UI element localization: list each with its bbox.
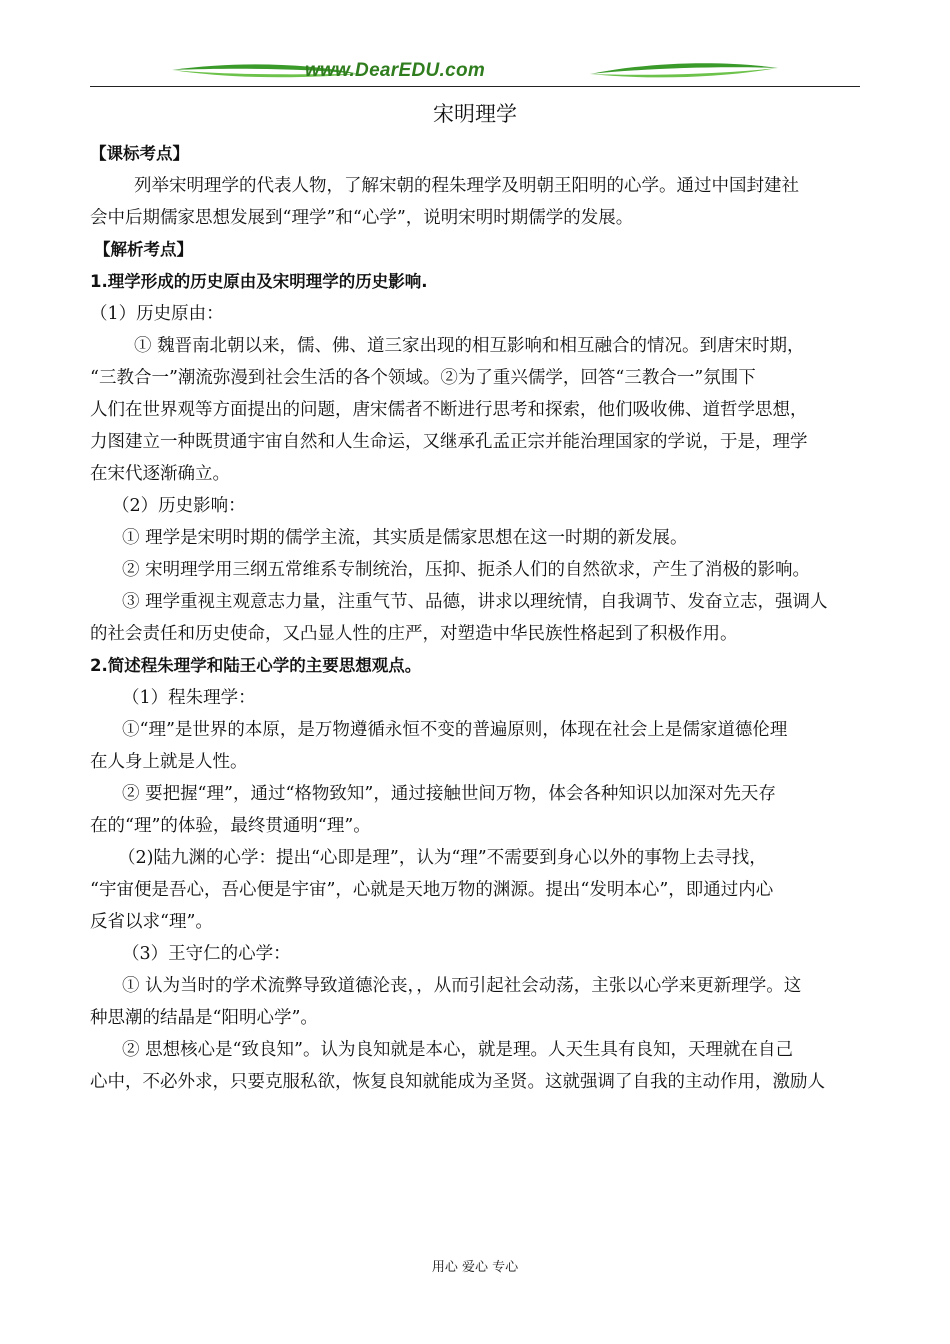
text-line: 列举宋明理学的代表人物，了解宋朝的程朱理学及明朝王阳明的心学。通过中国封建社 xyxy=(134,176,799,196)
text-line: 的社会责任和历史使命，又凸显人性的庄严，对塑造中华民族性格起到了积极作用。 xyxy=(90,624,738,644)
text-line: 在宋代逐渐确立。 xyxy=(90,464,230,484)
section-heading: 【解析考点】 xyxy=(94,240,193,259)
page-header xyxy=(90,58,860,92)
document-body xyxy=(90,138,860,1098)
text-line: ① 理学是宋明时期的儒学主流，其实质是儒家思想在这一时期的新发展。 xyxy=(122,528,688,548)
section-heading: 1.理学形成的历史原由及宋明理学的历史影响. xyxy=(90,272,428,291)
section-heading: 【课标考点】 xyxy=(90,144,189,163)
text-line: （2）历史影响： xyxy=(112,496,246,516)
text-line: ② 要把握“理”，通过“格物致知”，通过接触世间万物，体会各种知识以加深对先天存 xyxy=(122,784,776,804)
text-line: 心中，不必外求，只要克服私欲，恢复良知就能成为圣贤。这就强调了自我的主动作用，激励人 xyxy=(90,1072,825,1092)
section-heading: 2.简述程朱理学和陆王心学的主要思想观点。 xyxy=(90,656,422,675)
text-line: “三教合一”潮流弥漫到社会生活的各个领域。②为了重兴儒学，回答“三教合一”氛围下 xyxy=(90,368,756,388)
text-line: 在人身上就是人性。 xyxy=(90,752,248,772)
text-line: 力图建立一种既贯通宇宙自然和人生命运，又继承孔孟正宗并能治理国家的学说，于是，理学 xyxy=(90,432,808,452)
text-line: （1）历史原由： xyxy=(90,304,224,324)
text-line: 种思潮的结晶是“阳明心学”。 xyxy=(90,1008,318,1028)
text-line: ① 认为当时的学术流弊导致道德沦丧，，从而引起社会动荡，主张以心学来更新理学。这 xyxy=(122,976,802,996)
page-title: 宋明理学 xyxy=(433,102,517,126)
text-line: ① 魏晋南北朝以来，儒、佛、道三家出现的相互影响和相互融合的情况。到唐宋时期， xyxy=(134,336,805,356)
header-divider xyxy=(90,86,860,87)
page-footer: 用心 爱心 专心 xyxy=(431,1260,519,1275)
text-line: 会中后期儒家思想发展到“理学”和“心学”，说明宋明时期儒学的发展。 xyxy=(90,208,634,228)
text-line: “宇宙便是吾心，吾心便是宇宙”，心就是天地万物的渊源。提出“发明本心”，即通过内心 xyxy=(90,880,774,900)
text-line: ② 宋明理学用三纲五常维系专制统治，压抑、扼杀人们的自然欲求，产生了消极的影响。 xyxy=(122,560,811,580)
text-line: 反省以求“理”。 xyxy=(90,912,213,932)
text-line: （2)陆九渊的心学：提出“心即是理”，认为“理”不需要到身心以外的事物上去寻找， xyxy=(118,848,767,868)
text-line: ② 思想核心是“致良知”。认为良知就是本心，就是理。人天生具有良知，天理就在自己 xyxy=(122,1040,793,1060)
text-line: 人们在世界观等方面提出的问题，唐宋儒者不断进行思考和探索，他们吸收佛、道哲学思想， xyxy=(90,400,808,420)
text-line: （1）程朱理学： xyxy=(122,688,256,708)
text-line: （3）王守仁的心学： xyxy=(122,944,291,964)
logo-text: www.DearEDU.com xyxy=(304,60,486,81)
text-line: 在的“理”的体验，最终贯通明“理”。 xyxy=(90,816,371,836)
text-line: ③ 理学重视主观意志力量，注重气节、品德，讲求以理统情，自我调节、发奋立志，强调人 xyxy=(122,592,828,612)
text-line: ①“理”是世界的本原，是万物遵循永恒不变的普遍原则，体现在社会上是儒家道德伦理 xyxy=(122,720,788,740)
